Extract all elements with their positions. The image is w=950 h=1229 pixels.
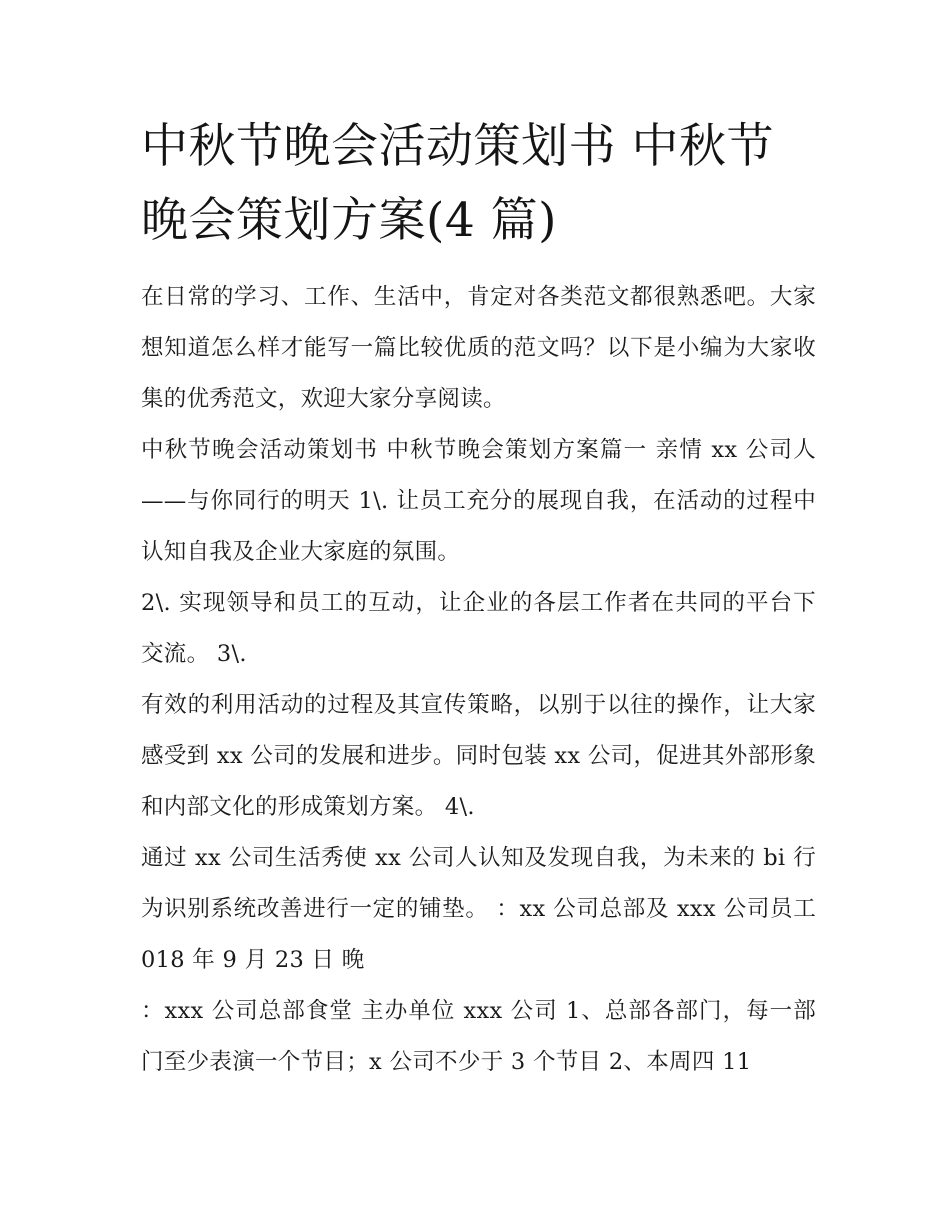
paragraph-point-two: 2\. 实现领导和员工的互动，让企业的各层工作者在共同的平台下交流。 3\. <box>141 590 816 667</box>
document-title: 中秋节晚会活动策划书 中秋节晚会策划方案(4 篇) <box>141 119 774 248</box>
document-content <box>141 110 816 1088</box>
document-body <box>141 272 816 1088</box>
paragraph-venue: ：xxx 公司总部食堂 主办单位 xxx 公司 1、总部各部门，每一部门至少表演一个节目；x 公司不少于 3 个节目 2、本周四 11 <box>141 998 816 1075</box>
paragraph-point-four: 通过 xx 公司生活秀使 xx 公司人认知及发现自我，为未来的 bi 行为识别系统改善进行一定的铺垫。 ：xx 公司总部及 xxx 公司员工 018 年 9 月 23 日 晚 <box>141 845 816 973</box>
paragraph-point-three: 有效的利用活动的过程及其宣传策略，以别于以往的操作，让大家感受到 xx 公司的发展和进步。同时包装 xx 公司，促进其外部形象和内部文化的形成策划方案。 4\. <box>141 692 816 820</box>
paragraph-section-one: 中秋节晚会活动策划书 中秋节晚会策划方案篇一 亲情 xx 公司人——与你同行的明天 1\. 让员工充分的展现自我，在活动的过程中认知自我及企业大家庭的氛围。 <box>141 437 816 565</box>
paragraph-intro: 在日常的学习、工作、生活中，肯定对各类范文都很熟悉吧。大家想知道怎么样才能写一篇比较优质的范文吗？以下是小编为大家收集的优秀范文，欢迎大家分享阅读。 <box>141 284 816 412</box>
